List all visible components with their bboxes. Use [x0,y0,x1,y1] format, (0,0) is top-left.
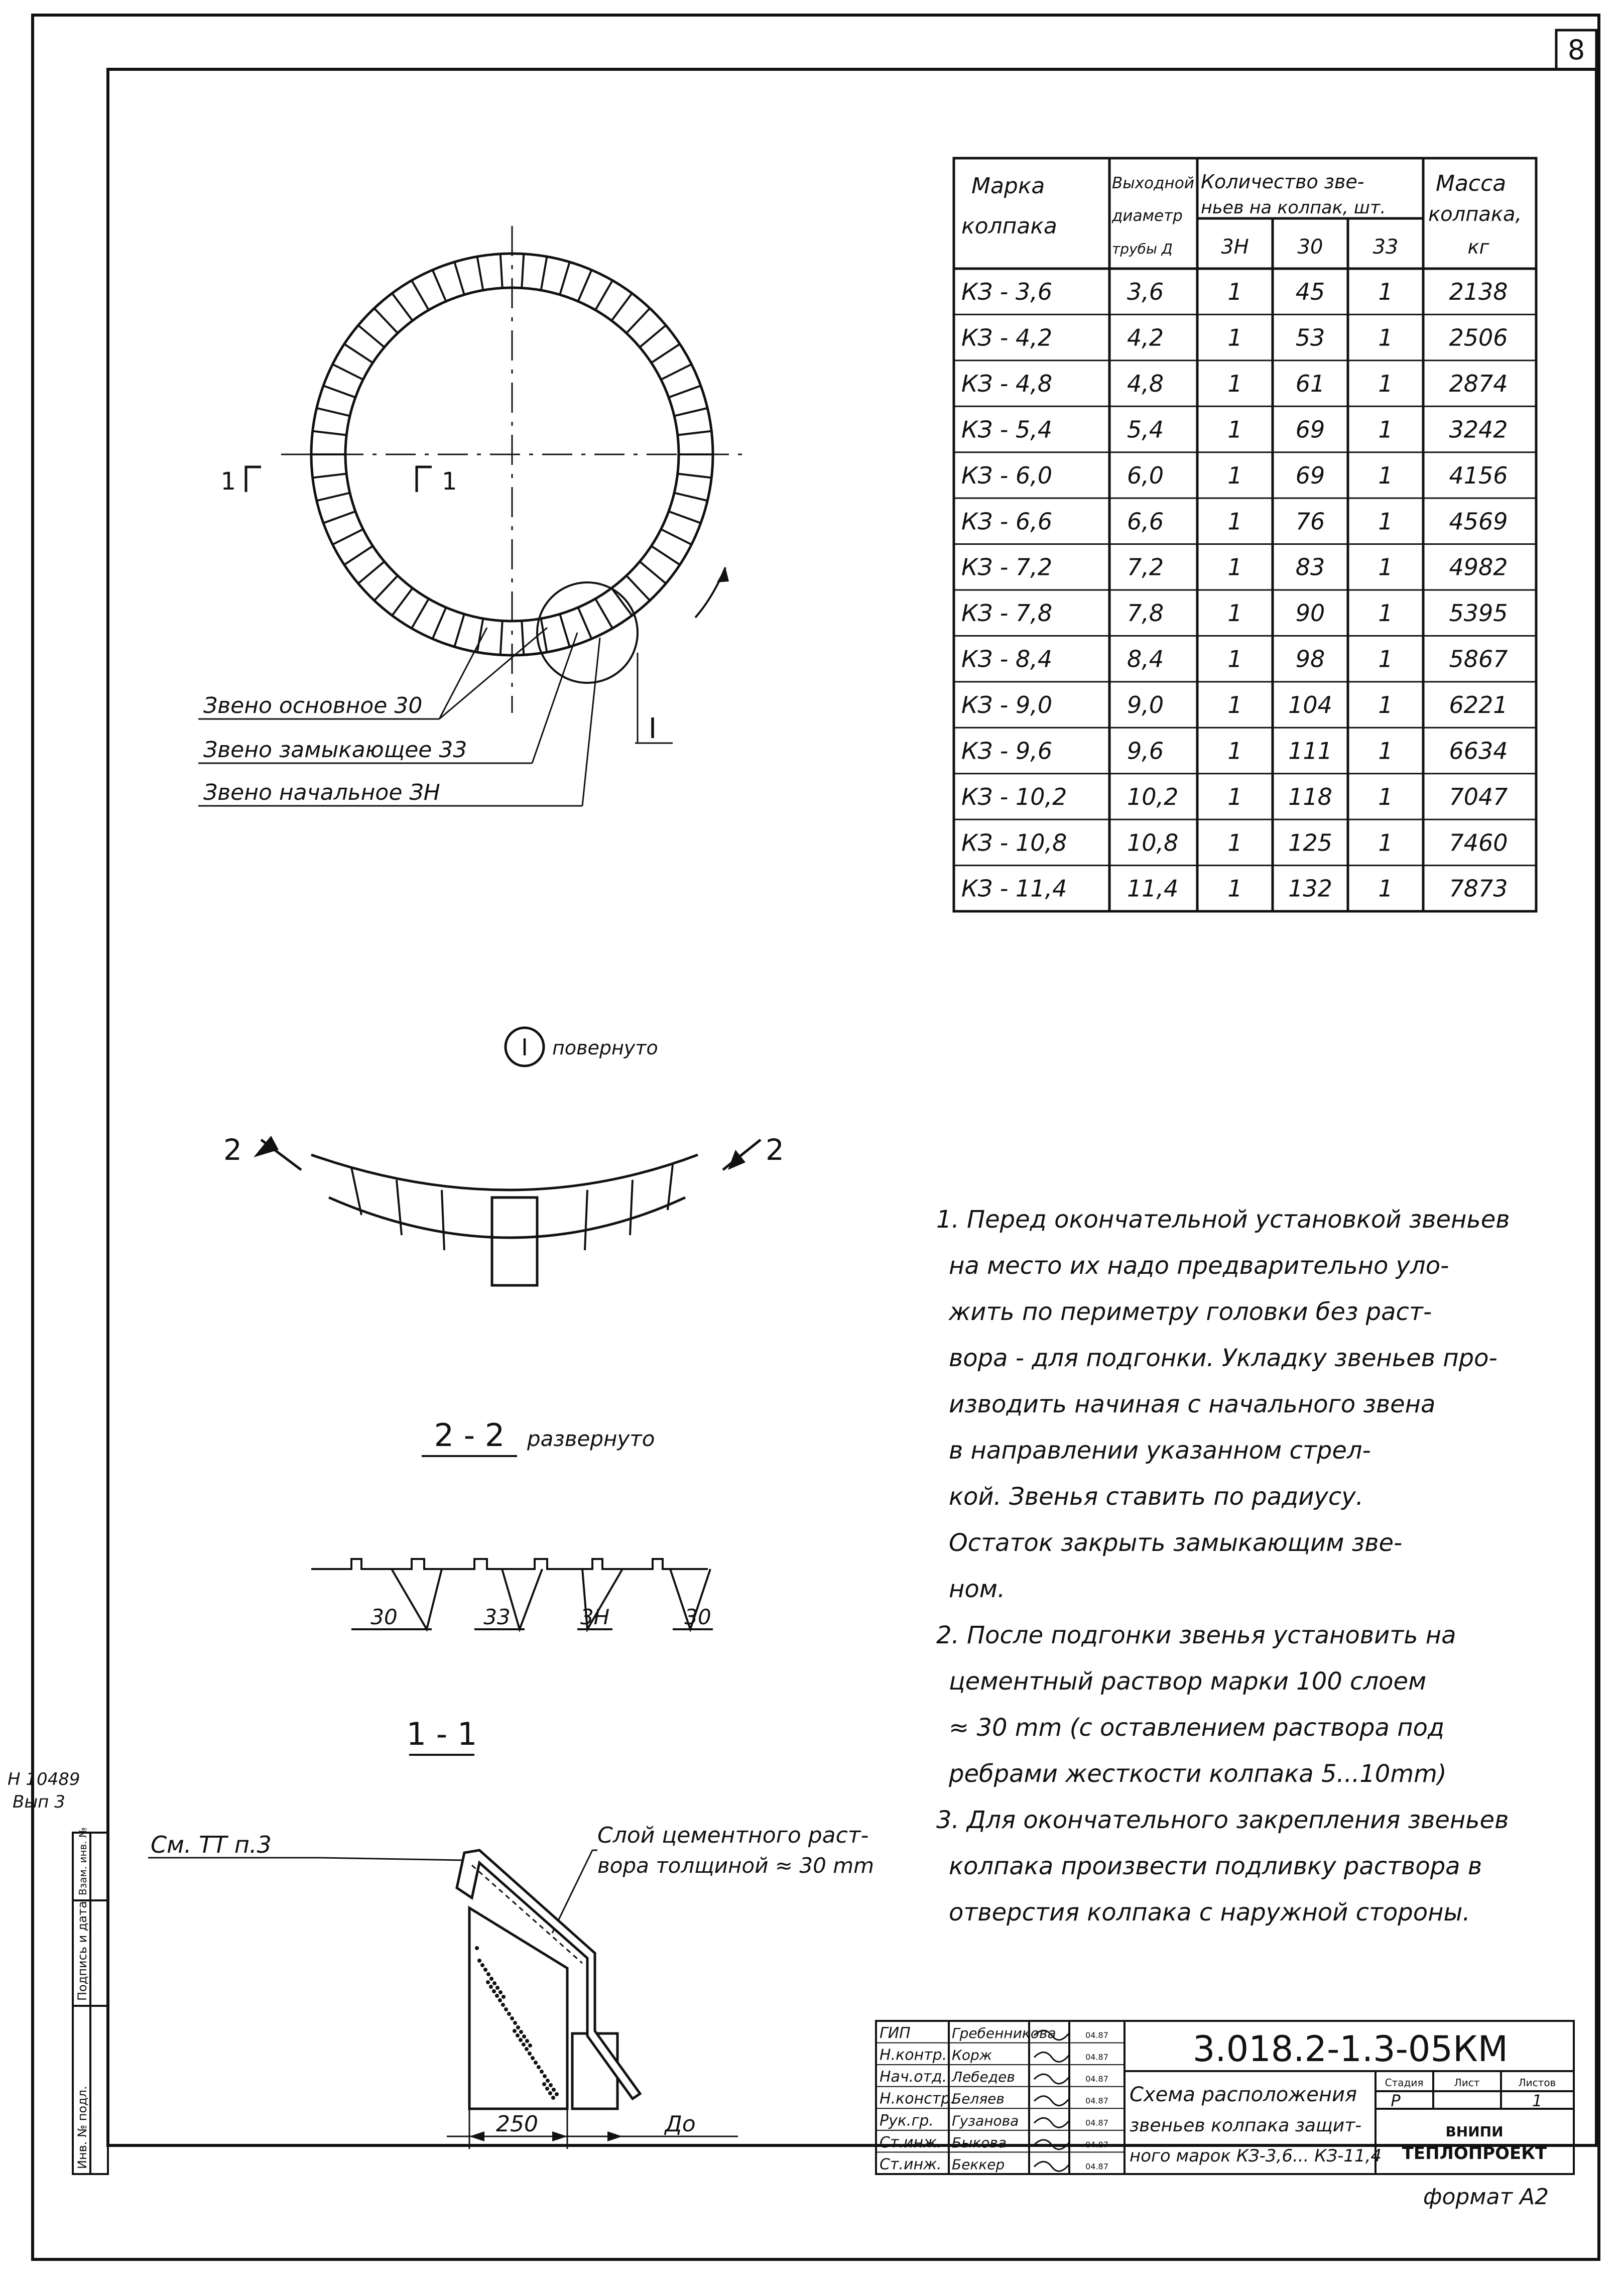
table-cell-n33: 1 [1378,508,1393,535]
tb-role: ГИП [880,2024,911,2042]
format-label: формат А2 [1423,2184,1549,2210]
table-cell-dia: 4,2 [1127,324,1164,351]
table-cell-mark: КЗ - 7,8 [961,599,1053,627]
table-cell-n30: 69 [1295,461,1325,489]
table-cell-n33: 1 [1378,461,1393,489]
table-cell-n3n: 1 [1227,278,1242,306]
section-2-2-label-4: 30 [684,1605,711,1629]
hdr-dia-1: Выходной [1112,174,1194,192]
table-cell-mass: 7460 [1449,829,1508,857]
section-2-2-title: 2 - 2 [434,1417,505,1454]
table-cell-n33: 1 [1378,324,1393,351]
tb-role: Н.констр. [880,2090,955,2108]
margin-col-inv: Инв. № подл. [75,2086,89,2169]
tb-signature [1034,2118,1069,2127]
section-1-1-ref-leader [321,1858,464,1860]
table-cell-n3n: 1 [1227,691,1242,719]
section-1-1-layer-1: Слой цементного раст- [597,1823,869,1848]
tb-date: 04.87 [1085,2161,1108,2172]
hdr-dia-2: диаметр [1112,207,1183,225]
tb-date: 04.87 [1085,2074,1108,2084]
table-cell-dia: 6,0 [1127,461,1164,489]
table-cell-mark: КЗ - 4,2 [961,324,1053,351]
table-cell-dia: 10,2 [1127,783,1179,810]
hdr-mark-2: колпака [961,213,1057,239]
table-cell-n3n: 1 [1227,553,1242,581]
tb-date: 04.87 [1085,2030,1108,2040]
tb-name: Корж [952,2047,992,2064]
direction-arrowhead [717,567,729,582]
hdr-sub-33: 33 [1372,235,1399,259]
label-main-link: Звено основное 30 [203,693,423,718]
table-cell-n33: 1 [1378,645,1393,673]
tb-role: Ст.инж. [880,2133,942,2151]
table-cell-mass: 5867 [1449,645,1508,673]
note-line: цементный раствор марки 100 слоем [949,1667,1427,1696]
section-1-label-right: 1 [442,467,457,496]
margin-col-sign: Подпись и дата [75,1901,89,2001]
table-cell-n33: 1 [1378,829,1393,857]
table-cell-n3n: 1 [1227,461,1242,489]
table-cell-dia: 7,8 [1127,599,1164,627]
table-cell-mass: 2874 [1449,370,1508,398]
hdr-mass-2: колпака, [1428,203,1522,226]
table-cell-dia: 7,2 [1127,553,1164,581]
table-cell-mark: КЗ - 4,8 [961,370,1053,398]
hdr-dia-3: трубы Д [1112,241,1173,257]
note-line: Остаток закрыть замыкающим зве- [949,1529,1403,1557]
tb-signature [1034,2161,1069,2171]
inv-number: Н 10489 [8,1769,80,1789]
table-cell-n30: 83 [1295,553,1325,581]
table-cell-mass: 3242 [1449,416,1508,443]
tb-name: Беляев [952,2090,1005,2107]
tb-name: Гребенникова [952,2024,1056,2041]
section-2-2-label-2: 33 [483,1605,511,1629]
tb-stage: Р [1391,2091,1401,2110]
table-cell-mass: 2506 [1449,324,1508,351]
section-1-mark-left [246,467,261,492]
table-cell-n33: 1 [1378,875,1393,902]
note-line: ном. [949,1575,1006,1603]
section-2-2-profile [311,1559,708,1569]
table-cell-n33: 1 [1378,553,1393,581]
table-cell-mass: 4982 [1449,553,1508,581]
note-line: изводить начиная с начального звена [949,1390,1436,1418]
table-cell-mass: 6221 [1449,691,1508,719]
hdr-sub-3n: 3Н [1221,235,1249,259]
tb-stage-head: Стадия [1385,2077,1424,2089]
table-cell-mark: КЗ - 10,2 [961,783,1067,810]
note-line: вора - для подгонки. Укладку звеньев про- [949,1344,1497,1372]
hdr-mass-1: Масса [1436,171,1507,196]
table-cell-mass: 4156 [1449,461,1508,489]
tb-desc-1: Схема расположения [1130,2083,1357,2106]
section-1-1 [148,1716,874,2149]
tb-role: Н.контр. [880,2046,947,2064]
tb-role: Нач.отд. [880,2068,947,2086]
section-2-2 [311,1417,713,1629]
note-line: 2. После подгонки звенья установить на [936,1621,1456,1649]
marks-table [954,158,1536,911]
corner-mark: 8 [1567,34,1585,66]
table-cell-n33: 1 [1378,783,1393,810]
label-closing-link: Звено замыкающее 33 [203,737,467,763]
ring-plan [198,226,743,806]
tb-date: 04.87 [1085,2139,1108,2149]
note-line: 3. Для окончательного закрепления звеньев [936,1806,1509,1834]
section-1-mark-right [417,467,432,492]
detail-callout-circle [537,582,638,683]
section-2-2-label-3: 3Н [580,1605,610,1629]
table-cell-n3n: 1 [1227,645,1242,673]
hdr-sub-30: 30 [1297,235,1323,259]
table-cell-mark: КЗ - 9,6 [961,737,1053,765]
hdr-mark-1: Марка [971,173,1045,199]
tb-sheets: 1 [1532,2091,1543,2110]
tb-desc-2: звеньев колпака защит- [1130,2115,1362,2136]
tb-code: 3.018.2-1.3-05КМ [1192,2028,1509,2070]
table-cell-mass: 5395 [1449,599,1508,627]
note-line: ребрами жесткости колпака 5...10mm) [949,1760,1447,1788]
tb-org-1: ВНИПИ [1445,2123,1504,2140]
table-cell-n30: 125 [1288,829,1332,857]
tb-name: Лебедев [952,2069,1015,2086]
tb-org-2: ТЕПЛОПРОЕКТ [1402,2143,1547,2163]
section-1-label-left: 1 [220,467,236,496]
note-line: на место их надо предварительно уло- [949,1252,1449,1280]
table-cell-dia: 6,6 [1127,508,1164,535]
section-1-1-ref: См. ТТ п.3 [151,1831,272,1858]
table-cell-dia: 9,6 [1127,737,1164,765]
note-line: жить по периметру головки без раст- [949,1298,1432,1326]
table-cell-n33: 1 [1378,416,1393,443]
table-cell-n3n: 1 [1227,829,1242,857]
tb-sheets-head: Листов [1518,2077,1556,2089]
table-cell-mark: КЗ - 7,2 [961,553,1053,581]
note-line: колпака произвести подливку раствора в [949,1852,1482,1880]
table-cell-n30: 61 [1295,370,1325,398]
table-cell-mark: КЗ - 10,8 [961,829,1067,857]
table-cell-n30: 53 [1295,324,1325,351]
tb-role: Ст.инж. [880,2155,942,2174]
detail-marker: I [521,1034,528,1061]
table-cell-dia: 4,8 [1127,370,1164,398]
table-cell-n3n: 1 [1227,370,1242,398]
note-line: в направлении указанном стрел- [949,1436,1371,1465]
hdr-qty-2: ньев на колпак, шт. [1201,198,1386,218]
tb-name: Гузанова [952,2112,1019,2129]
section-2-mark-right [723,1140,761,1170]
table-cell-mass: 6634 [1449,737,1508,765]
note-line: кой. Звенья ставить по радиусу. [949,1483,1363,1511]
concrete-body [469,1908,567,2109]
table-cell-mass: 2138 [1449,278,1508,306]
table-cell-n30: 111 [1288,737,1332,765]
table-cell-mark: КЗ - 5,4 [961,416,1053,443]
table-cell-mass: 4569 [1449,508,1508,535]
table-cell-n3n: 1 [1227,324,1242,351]
table-cell-n30: 45 [1295,278,1325,306]
tb-date: 04.87 [1085,2118,1108,2128]
table-cell-mass: 7047 [1449,783,1508,810]
table-cell-n30: 118 [1288,783,1332,810]
table-cell-dia: 8,4 [1127,645,1164,673]
notes-block [936,1206,1510,1927]
dim-250: 250 [496,2111,538,2137]
note-line: отверстия колпака с наружной стороны. [949,1898,1470,1927]
section-2-2-label-1: 30 [370,1605,398,1629]
table-cell-dia: 11,4 [1127,875,1179,902]
table-cell-n3n: 1 [1227,875,1242,902]
table-cell-n30: 132 [1288,875,1332,902]
dim-arrow-d0 [607,2131,622,2141]
left-margin-stamp [8,1769,108,2174]
detail-caption: повернуто [552,1037,658,1059]
tb-sheet-head: Лист [1454,2077,1480,2089]
table-cell-n3n: 1 [1227,599,1242,627]
section-2-2-caption: развернуто [527,1426,655,1451]
dim-d0: До [665,2111,696,2137]
detail-callout-label: I [648,712,657,745]
table-cell-dia: 9,0 [1127,691,1164,719]
hdr-mass-3: кг [1467,236,1489,258]
table-cell-dia: 5,4 [1127,416,1164,443]
tb-role: Рук.гр. [880,2112,934,2130]
label-start-link: Звено начальное ЗН [203,780,440,805]
table-cell-dia: 3,6 [1127,278,1164,306]
table-cell-n33: 1 [1378,737,1393,765]
table-cell-mark: КЗ - 9,0 [961,691,1053,719]
table-cell-n30: 98 [1295,645,1325,673]
table-cell-mark: КЗ - 6,6 [961,508,1053,535]
margin-col-repl: Взам. инв. № [77,1827,89,1895]
title-block [876,2021,1574,2210]
table-cell-n33: 1 [1378,691,1393,719]
direction-arrow [695,567,725,618]
hdr-qty-1: Количество зве- [1201,171,1364,193]
detail-closing-link [492,1197,537,1285]
table-cell-n30: 69 [1295,416,1325,443]
table-cell-n33: 1 [1378,278,1393,306]
table-cell-n30: 104 [1288,691,1332,719]
table-cell-mark: КЗ - 11,4 [961,875,1067,902]
table-cell-n3n: 1 [1227,783,1242,810]
table-cell-dia: 10,8 [1127,829,1179,857]
detail-arc-outer [311,1155,698,1190]
table-cell-mark: КЗ - 6,0 [961,461,1053,489]
tb-date: 04.87 [1085,2096,1108,2106]
tb-signature [1034,2053,1069,2062]
detail-i [223,1028,784,1285]
tb-name: Быкова [952,2134,1007,2151]
inv-issue: Вып 3 [13,1792,65,1812]
table-cell-n33: 1 [1378,370,1393,398]
table-cell-mark: КЗ - 8,4 [961,645,1053,673]
table-cell-n3n: 1 [1227,508,1242,535]
dim-arrow-right [552,2131,567,2141]
dim-arrow-left [469,2131,484,2141]
table-cell-n33: 1 [1378,599,1393,627]
note-line: 1. Перед окончательной установкой звеньев [936,1206,1510,1234]
section-2-label-left: 2 [223,1133,242,1167]
tb-signature [1034,2096,1069,2106]
note-line: ≈ 30 mm (с оставлением раствора под [949,1714,1445,1742]
section-1-1-layer-2: вора толщиной ≈ 30 mm [597,1853,875,1878]
tb-name: Беккер [952,2156,1005,2173]
section-2-label-right: 2 [766,1133,784,1167]
section-2-arrow-left [254,1136,279,1157]
table-cell-mark: КЗ - 3,6 [961,278,1053,306]
section-1-1-title: 1 - 1 [406,1716,477,1752]
table-cell-n30: 90 [1295,599,1325,627]
table-cell-n3n: 1 [1227,737,1242,765]
table-cell-mass: 7873 [1449,875,1508,902]
tb-desc-3: ного марок КЗ-3,6... КЗ-11,4 [1130,2146,1382,2166]
tb-signature [1034,2074,1069,2084]
table-cell-n30: 76 [1295,508,1325,535]
table-cell-n3n: 1 [1227,416,1242,443]
tb-date: 04.87 [1085,2052,1108,2062]
